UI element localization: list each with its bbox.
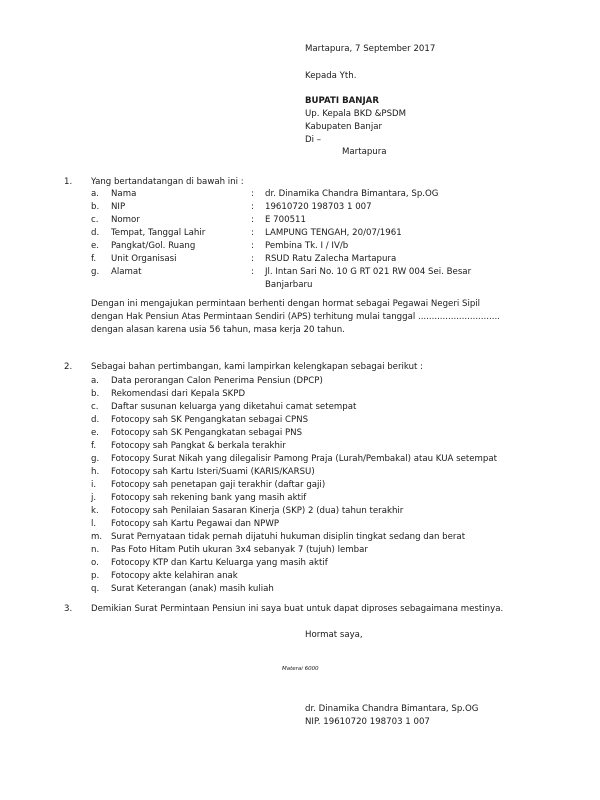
closing-statement: Demikian Surat Permintaan Pensiun ini saya buat untuk dapat diproses sebagaimana mestinya. [91, 604, 504, 614]
list-text: Fotocopy KTP dan Kartu Keluarga yang masih aktif [111, 558, 328, 568]
list-letter: b. [91, 389, 100, 399]
signer-name: dr. Dinamika Chandra Bimantara, Sp.OG [305, 704, 479, 714]
list-letter: q. [91, 584, 100, 594]
list-letter: o. [91, 558, 99, 568]
field-value: dr. Dinamika Chandra Bimantara, Sp.OG [265, 189, 439, 199]
field-letter: d. [91, 228, 100, 238]
field-value: Jl. Intan Sari No. 10 G RT 021 RW 004 Sei. Besar [265, 267, 472, 277]
field-colon: : [251, 215, 254, 225]
list-text: Fotocopy sah Penilaian Sasaran Kinerja (SKP) 2 (dua) tahun terakhir [111, 506, 404, 516]
field-label: Nama [111, 189, 137, 199]
field-label: NIP [111, 202, 126, 212]
field-colon: : [251, 267, 254, 277]
list-text: Fotocopy sah rekening bank yang masih aktif [111, 493, 307, 503]
paragraph-line: Dengan ini mengajukan permintaan berhenti dengan hormat sebagai Pegawai Negeri Sipil [91, 299, 481, 309]
list-text: Daftar susunan keluarga yang diketahui camat setempat [111, 402, 357, 412]
field-colon: : [251, 189, 254, 199]
signer-nip: NIP. 19610720 198703 1 007 [305, 717, 430, 727]
field-letter: c. [91, 215, 99, 225]
field-row [91, 253, 551, 266]
field-letter: e. [91, 241, 100, 251]
field-label: Pangkat/Gol. Ruang [111, 241, 196, 251]
list-text: Fotocopy Surat Nikah yang dilegalisir Pamong Praja (Lurah/Pembakal) atau KUA setempat [111, 454, 497, 464]
list-letter: j. [91, 493, 97, 503]
recipient-line: Up. Kepala BKD &PSDM [305, 109, 407, 119]
list-text: Fotocopy sah Kartu Pegawai dan NPWP [111, 519, 280, 529]
list-letter: d. [91, 415, 100, 425]
list-text: Fotocopy sah Pangkat & berkala terakhir [111, 441, 286, 451]
list-letter: h. [91, 467, 100, 477]
field-letter: g. [91, 267, 100, 277]
paragraph-line: dengan alasan karena usia 56 tahun, masa kerja 20 tahun. [91, 325, 345, 335]
field-label: Unit Organisasi [111, 254, 177, 264]
section-number: 2. [64, 362, 73, 372]
field-row [91, 188, 551, 201]
request-paragraph [91, 298, 500, 337]
field-colon: : [251, 228, 254, 238]
field-row [91, 201, 551, 214]
field-colon: : [251, 241, 254, 251]
list-text: Fotocopy sah penetapan gaji terakhir (daftar gaji) [111, 480, 326, 490]
kepada-label: Kepada Yth. [305, 71, 357, 81]
list-letter: n. [91, 545, 100, 555]
field-value: LAMPUNG TENGAH, 20/07/1961 [265, 228, 402, 238]
list-text: Rekomendasi dari Kepala SKPD [111, 389, 246, 399]
list-text: Data perorangan Calon Penerima Pensiun (DPCP) [111, 376, 323, 386]
list-letter: g. [91, 454, 100, 464]
field-row [91, 214, 551, 227]
list-letter: m. [91, 532, 103, 542]
section-intro: Yang bertandatangan di bawah ini : [91, 177, 244, 187]
list-text: Fotocopy sah SK Pengangkatan sebagai CPNS [111, 415, 309, 425]
field-colon: : [251, 202, 254, 212]
list-letter: p. [91, 571, 100, 581]
field-row [91, 266, 551, 279]
field-label: Tempat, Tanggal Lahir [111, 228, 206, 238]
list-letter: l. [91, 519, 97, 529]
recipient-line: Di – [305, 135, 322, 145]
list-text: Surat Keterangan (anak) masih kuliah [111, 584, 274, 594]
recipient-city: Martapura [342, 147, 387, 157]
field-value: 19610720 198703 1 007 [265, 202, 372, 212]
field-label: Alamat [111, 267, 142, 277]
field-colon: : [251, 254, 254, 264]
field-row [91, 240, 551, 253]
list-text: Fotocopy sah Kartu Isteri/Suami (KARIS/KARSU) [111, 467, 315, 477]
list-text: Surat Pernyataan tidak pernah dijatuhi hukuman disiplin tingkat sedang dan berat [111, 532, 466, 542]
field-letter: f. [91, 254, 97, 264]
list-text: Fotocopy akte kelahiran anak [111, 571, 238, 581]
field-label: Nomor [111, 215, 140, 225]
paragraph-line: dengan Hak Pensiun Atas Permintaan Sendiri (APS) terhitung mulai tanggal .............................. [91, 312, 500, 322]
place-date: Martapura, 7 September 2017 [305, 44, 436, 54]
closing-salutation: Hormat saya, [305, 630, 363, 640]
list-letter: e. [91, 428, 100, 438]
section-number: 3. [64, 604, 73, 614]
list-letter: f. [91, 441, 97, 451]
field-value: Pembina Tk. I / IV/b [265, 241, 349, 251]
field-letter: a. [91, 189, 99, 199]
list-letter: i. [91, 480, 97, 490]
list-letter: c. [91, 402, 99, 412]
field-row [91, 227, 551, 240]
field-value: RSUD Ratu Zalecha Martapura [265, 254, 397, 264]
recipient-line: Kabupaten Banjar [305, 122, 383, 132]
field-value-continuation: Banjarbaru [265, 280, 313, 290]
field-value: E 700511 [265, 215, 306, 225]
materai-note: Materai 6000 [282, 666, 319, 672]
section-number: 1. [64, 177, 73, 187]
section-intro: Sebagai bahan pertimbangan, kami lampirkan kelengkapan sebagai berikut : [91, 362, 424, 372]
list-text: Pas Foto Hitam Putih ukuran 3x4 sebanyak 7 (tujuh) lembar [111, 545, 368, 555]
list-text: Fotocopy sah SK Pengangkatan sebagai PNS [111, 428, 303, 438]
field-letter: b. [91, 202, 100, 212]
list-letter: a. [91, 376, 99, 386]
recipient-title: BUPATI BANJAR [305, 96, 379, 106]
list-letter: k. [91, 506, 99, 516]
